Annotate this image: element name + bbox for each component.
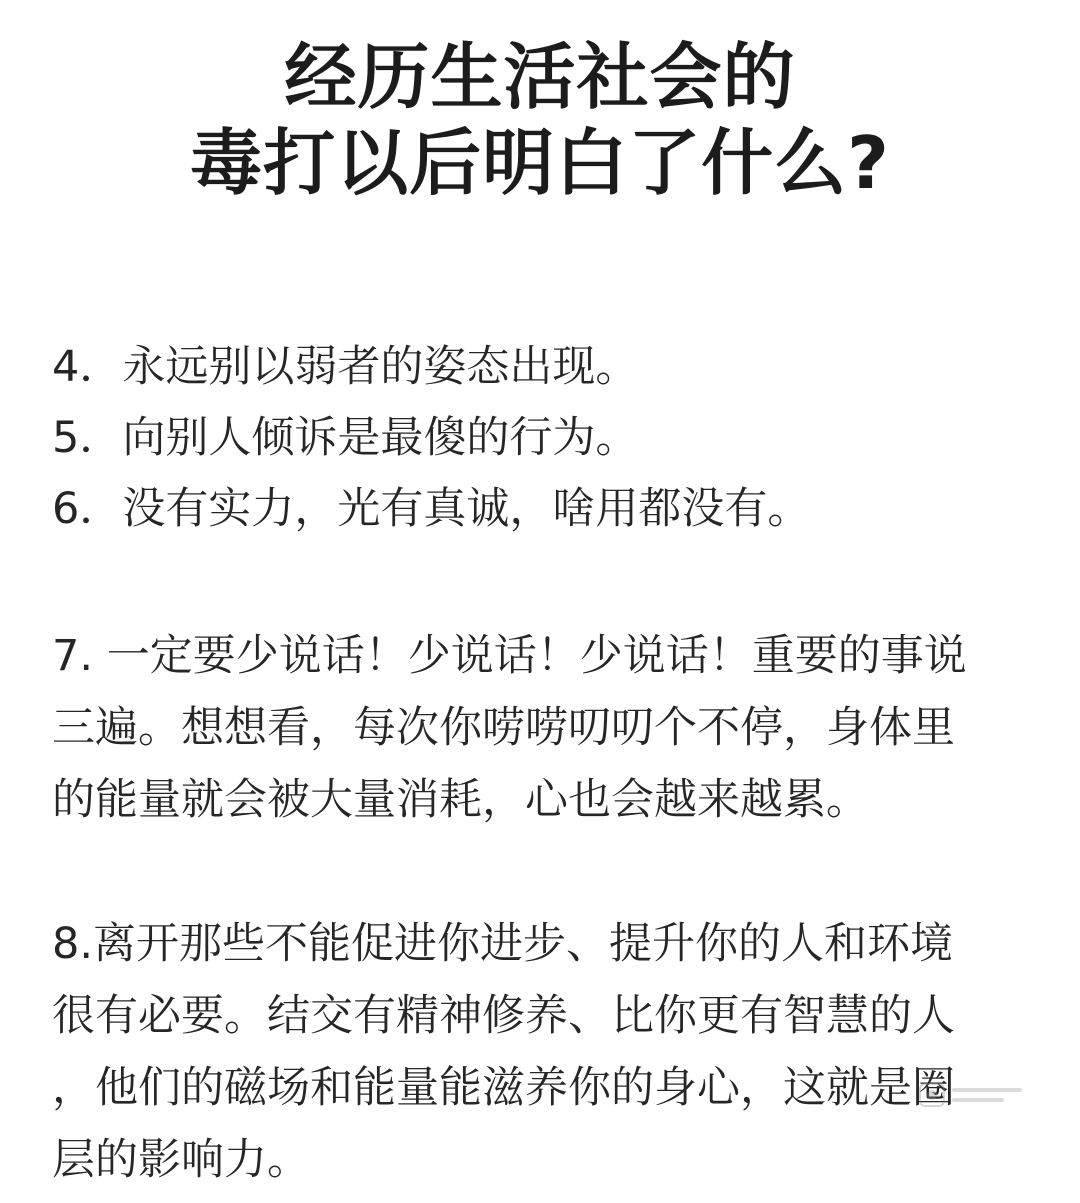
- paragraph-7-line-2: 三遍。想想看，每次你唠唠叨叨个不停，身体里: [52, 703, 955, 753]
- paragraph-8-line-2: 很有必要。结交有精神修养、比你更有智慧的人: [52, 991, 955, 1041]
- paragraph-7: [52, 620, 1042, 836]
- watermark-logo: [918, 1078, 1030, 1112]
- paragraph-8-line-3: ，他们的磁场和能量能滋养你的身心，这就是圈: [52, 1063, 955, 1113]
- paragraph-7-line-1: 7. 一定要少说话！少说话！少说话！重要的事说: [52, 631, 967, 681]
- short-list: [52, 332, 1042, 545]
- paragraph-8-line-1: 8.离开那些不能促进你进步、提升你的人和环境: [52, 919, 954, 969]
- paragraph-8-line-4: 层的影响力。: [52, 1135, 310, 1185]
- title-line-2: 毒打以后明白了什么?: [190, 121, 890, 205]
- list-item-5: 5．向别人倾诉是最傻的行为。: [52, 413, 639, 463]
- list-item-6: 6．没有实力，光有真诚，啥用都没有。: [52, 484, 811, 534]
- article-title: [0, 34, 1080, 206]
- paragraph-7-line-3: 的能量就会被大量消耗，心也会越来越累。: [52, 775, 869, 825]
- title-line-1: 经历生活社会的: [284, 35, 796, 119]
- list-item-4: 4．永远别以弱者的姿态出现。: [52, 342, 639, 392]
- paragraph-8: [52, 908, 1042, 1196]
